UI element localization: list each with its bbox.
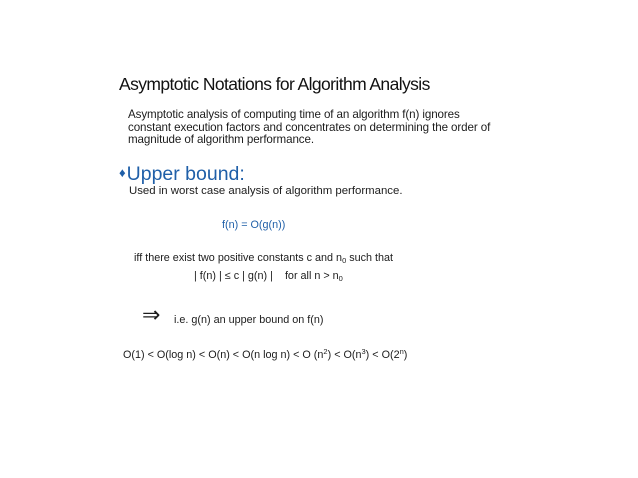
intro-line: Asymptotic analysis of computing time of an algorithm f(n) ignores <box>128 108 460 121</box>
implies-arrow-icon: ⇒ <box>142 303 161 328</box>
iff-statement <box>134 252 393 264</box>
order-part: ) < O(n <box>327 349 362 361</box>
upper-bound-heading-row <box>119 164 245 186</box>
intro-line: magnitude of algorithm performance. <box>128 133 314 146</box>
order-part: ) <box>403 349 408 361</box>
iff-text-end: such that <box>346 252 394 264</box>
condition-subscript: 0 <box>338 274 343 283</box>
iff-subscript: 0 <box>342 256 347 265</box>
order-exponent: 3 <box>361 347 366 356</box>
intro-line: constant execution factors and concentrates on determining the order of <box>128 120 491 134</box>
intro-paragraph <box>128 109 490 147</box>
order-part: O(1) < O(log n) < O(n) < O(n log n) < O (n <box>123 349 324 361</box>
iff-text: iff there exist two positive constants c and n <box>134 252 343 264</box>
order-part: ) < O(2 <box>365 349 400 361</box>
diamond-bullet-icon: ♦ <box>119 165 126 180</box>
condition-for-all: for all n > n <box>284 270 339 282</box>
complexity-order <box>123 349 407 361</box>
condition-statement <box>194 270 343 282</box>
condition-inequality: | f(n) | ≤ c | g(n) | <box>194 270 273 282</box>
order-exponent: 2 <box>323 347 328 356</box>
order-exponent: n <box>399 347 404 356</box>
implies-text: i.e. g(n) an upper bound on f(n) <box>174 314 324 326</box>
slide-title: Asymptotic Notations for Algorithm Analysis <box>119 74 430 94</box>
upper-bound-heading: Upper bound: <box>126 163 245 185</box>
usage-text: Used in worst case analysis of algorithm performance. <box>129 185 403 197</box>
big-o-formula: f(n) = O(g(n)) <box>222 219 286 231</box>
